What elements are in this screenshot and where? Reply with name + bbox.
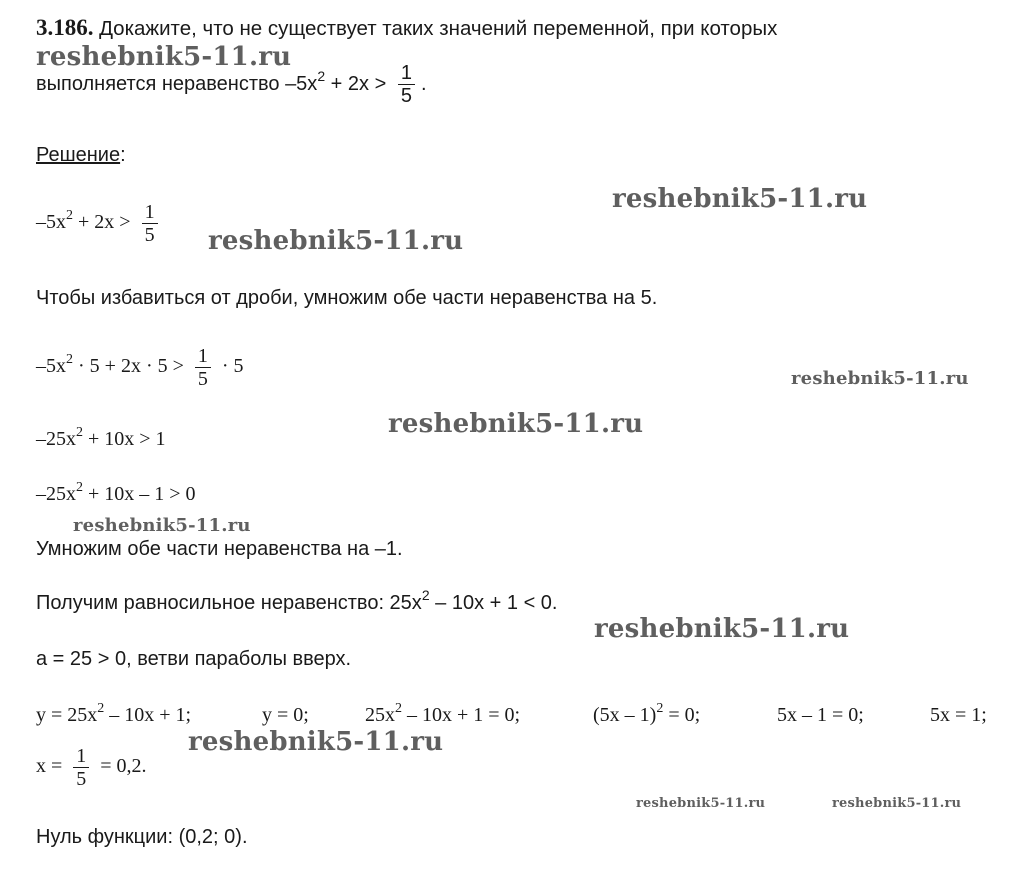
math-text: · 5 + 2x · 5 > — [73, 355, 189, 378]
exponent: 2 — [66, 208, 73, 224]
math-text: –25x — [36, 428, 76, 450]
equation-d — [593, 703, 700, 727]
math-text: –25x — [36, 483, 76, 505]
math-text: – 10x + 1; — [104, 704, 192, 726]
problem-statement-line1 — [36, 16, 777, 41]
watermark: reshebnik5-11.ru — [791, 368, 969, 389]
watermark: reshebnik5-11.ru — [208, 226, 464, 256]
exponent: 2 — [656, 701, 664, 716]
exponent: 2 — [317, 67, 326, 84]
exponent: 2 — [395, 701, 402, 716]
fraction-denominator: 5 — [197, 368, 208, 390]
math-text: + 10x – 1 > 0 — [83, 483, 196, 505]
math-text: 25x — [365, 704, 395, 726]
equivalent-inequality — [36, 587, 558, 615]
watermark: reshebnik5-11.ru — [388, 409, 644, 439]
math-text: Получим равносильное неравенство: 25x — [36, 592, 422, 614]
equation-e: 5x – 1 = 0; — [777, 704, 864, 726]
fraction — [142, 201, 158, 246]
equation-a — [36, 703, 191, 727]
exponent: 2 — [76, 425, 83, 440]
explanation-multiply-minus1: Умножим обе части неравенства на –1. — [36, 538, 403, 560]
explanation-multiply-5: Чтобы избавиться от дроби, умножим обе части неравенства на 5. — [36, 287, 658, 309]
solution-colon: : — [120, 144, 126, 166]
fraction — [73, 745, 89, 790]
watermark: reshebnik5-11.ru — [832, 796, 962, 811]
parabola-branches: а = 25 > 0, ветви параболы вверх. — [36, 648, 352, 670]
exponent: 2 — [97, 701, 105, 716]
math-text: = 0; — [663, 704, 701, 726]
fraction-denominator: 5 — [400, 85, 412, 107]
math-text: (5x – 1) — [593, 704, 657, 726]
inequality-original — [36, 201, 164, 246]
fraction-denominator: 5 — [144, 224, 155, 246]
function-zero: Нуль функции: (0,2; 0). — [36, 826, 248, 848]
problem-text-pre: выполняется неравенство –5x — [36, 72, 318, 95]
math-text: x = — [36, 755, 68, 778]
inequality-multiplied — [36, 345, 244, 390]
problem-text: Докажите, что не существует таких значений переменной, при которых — [99, 17, 778, 40]
math-text: = 0,2. — [95, 755, 147, 778]
math-text: – 10x + 1 = 0; — [402, 704, 521, 726]
watermark: reshebnik5-11.ru — [36, 42, 292, 72]
math-text: –5x — [36, 211, 66, 234]
fraction-numerator: 1 — [398, 62, 415, 85]
fraction-numerator: 1 — [73, 745, 89, 768]
math-text: + 10x > 1 — [83, 428, 166, 450]
fraction — [398, 62, 415, 107]
problem-text-post: . — [420, 72, 427, 95]
math-text: + 2x > — [73, 211, 136, 234]
watermark: reshebnik5-11.ru — [73, 515, 251, 536]
inequality-step2 — [36, 427, 166, 451]
problem-text-mid: + 2x > — [325, 72, 392, 95]
exponent: 2 — [76, 480, 83, 495]
fraction-numerator: 1 — [142, 201, 158, 224]
math-text: y = 25x — [36, 704, 98, 726]
equation-b: y = 0; — [262, 704, 309, 726]
solution-heading — [36, 143, 126, 167]
problem-number: 3.186. — [36, 15, 94, 40]
x-solution — [36, 745, 147, 790]
math-text: · 5 — [216, 355, 244, 378]
watermark: reshebnik5-11.ru — [594, 614, 850, 644]
fraction-numerator: 1 — [195, 345, 211, 368]
inequality-step3 — [36, 482, 196, 506]
math-text: – 10x + 1 < 0. — [429, 592, 558, 614]
solution-label: Решение — [36, 144, 121, 166]
watermark: reshebnik5-11.ru — [188, 727, 444, 757]
fraction — [195, 345, 211, 390]
fraction-denominator: 5 — [76, 768, 87, 790]
equation-f: 5x = 1; — [930, 704, 987, 726]
equation-c — [365, 703, 520, 727]
math-text: –5x — [36, 355, 66, 378]
watermark: reshebnik5-11.ru — [612, 184, 868, 214]
exponent: 2 — [421, 587, 430, 603]
exponent: 2 — [66, 352, 73, 368]
watermark: reshebnik5-11.ru — [636, 796, 766, 811]
